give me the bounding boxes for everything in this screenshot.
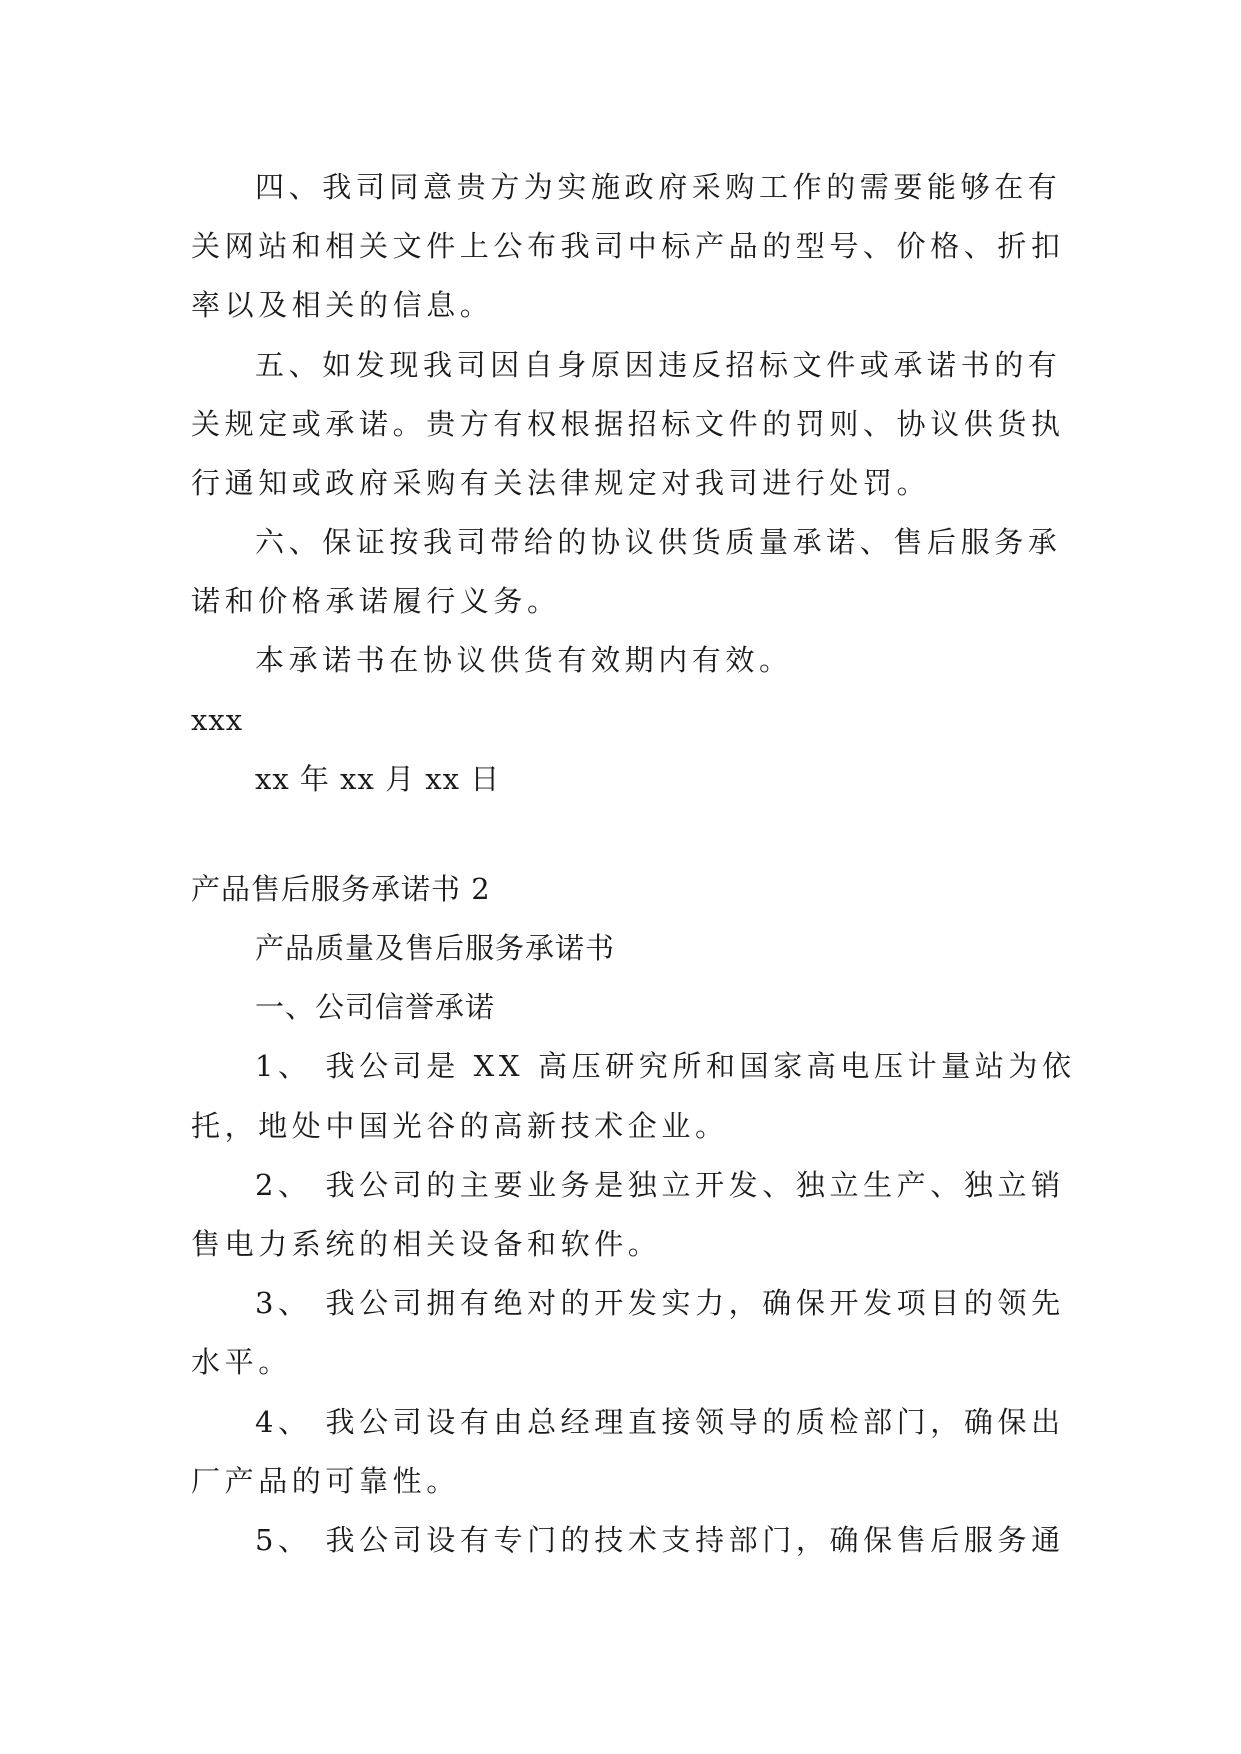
signatory: xxx bbox=[191, 703, 244, 737]
item-4-line-2: 厂产品的可靠性。 bbox=[191, 1464, 460, 1498]
paragraph-5-line-1: 五、如发现我司因自身原因违反招标文件或承诺书的有 bbox=[255, 348, 1062, 382]
paragraph-4-line-3: 率以及相关的信息。 bbox=[191, 288, 494, 322]
paragraph-5-line-3: 行通知或政府采购有关法律规定对我司进行处罚。 bbox=[191, 466, 931, 500]
subheading-reputation: 一、公司信誉承诺 bbox=[255, 990, 496, 1024]
item-3-line-1: 3、 我公司拥有绝对的开发实力，确保开发项目的领先 bbox=[255, 1286, 1065, 1320]
item-5-line-1: 5、 我公司设有专门的技术支持部门，确保售后服务通 bbox=[255, 1523, 1065, 1557]
document-heading: 产品质量及售后服务承诺书 bbox=[255, 931, 616, 965]
paragraph-6-line-2: 诺和价格承诺履行义务。 bbox=[191, 584, 561, 618]
item-2-line-2: 售电力系统的相关设备和软件。 bbox=[191, 1227, 662, 1261]
item-2-line-1: 2、 我公司的主要业务是独立开发、独立生产、独立销 bbox=[255, 1168, 1065, 1202]
section-title: 产品售后服务承诺书 2 bbox=[191, 872, 491, 906]
paragraph-4-line-1: 四、我司同意贵方为实施政府采购工作的需要能够在有 bbox=[255, 170, 1062, 204]
item-1-line-2: 托，地处中国光谷的高新技术企业。 bbox=[191, 1109, 729, 1143]
validity-statement: 本承诺书在协议供货有效期内有效。 bbox=[255, 643, 793, 677]
paragraph-5-line-2: 关规定或承诺。贵方有权根据招标文件的罚则、协议供货执 bbox=[191, 407, 1065, 441]
item-4-line-1: 4、 我公司设有由总经理直接领导的质检部门，确保出 bbox=[255, 1405, 1065, 1439]
date-line: xx 年 xx 月 xx 日 bbox=[255, 762, 501, 796]
item-3-line-2: 水平。 bbox=[191, 1345, 292, 1379]
item-1-line-1: 1、 我公司是 XX 高压研究所和国家高电压计量站为依 bbox=[255, 1049, 1076, 1083]
paragraph-4-line-2: 关网站和相关文件上公布我司中标产品的型号、价格、折扣 bbox=[191, 229, 1065, 263]
paragraph-6-line-1: 六、保证按我司带给的协议供货质量承诺、售后服务承 bbox=[255, 525, 1062, 559]
